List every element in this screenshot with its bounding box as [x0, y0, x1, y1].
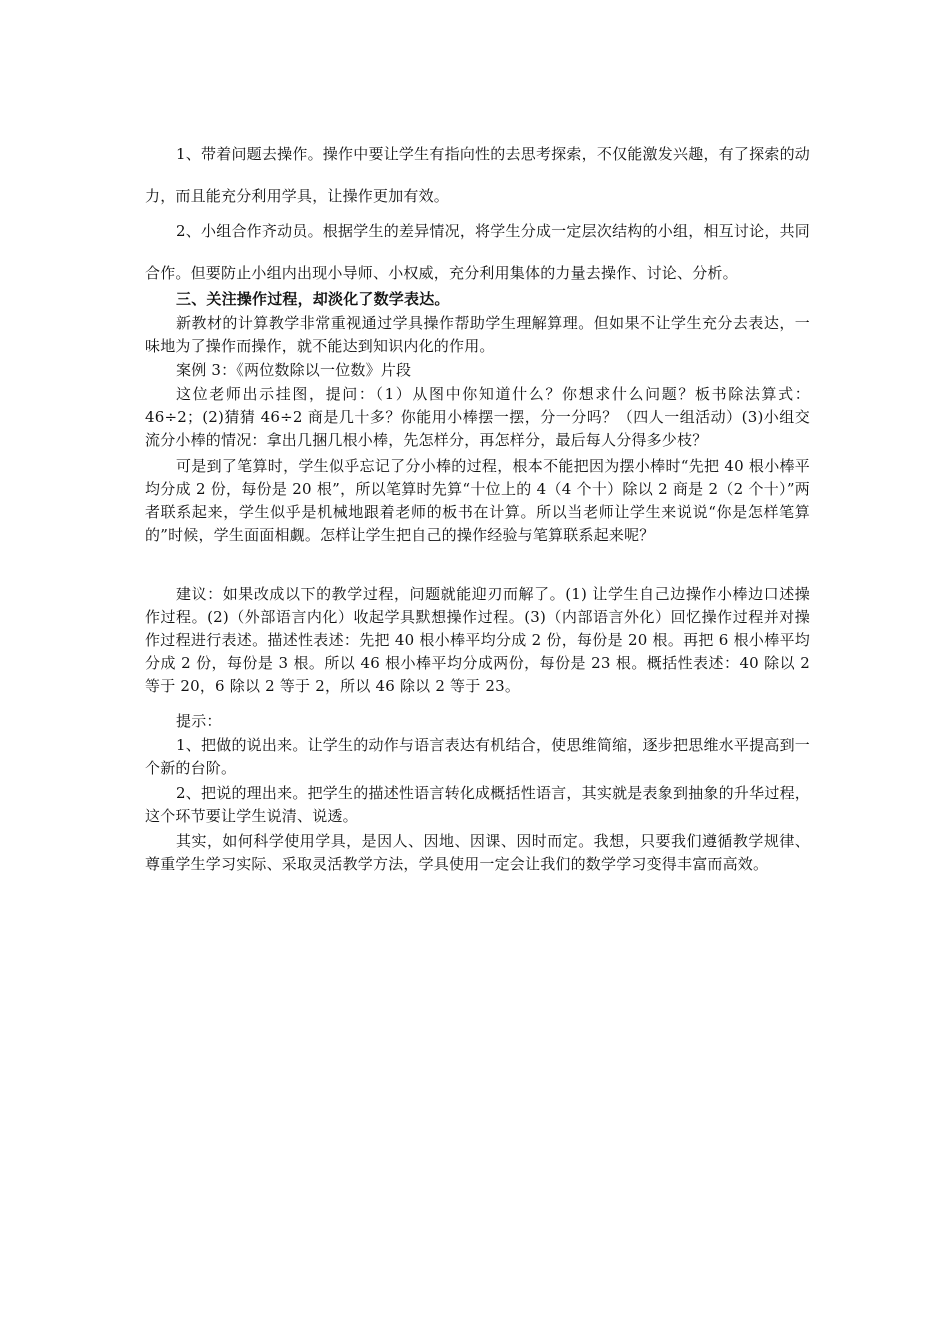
paragraph-case-title: 案例 3：《两位数除以一位数》片段: [176, 361, 412, 379]
paragraph-group-cooperation: 2、小组合作齐动员。根据学生的差异情况，将学生分成一定层次结构的小组，相互讨论，共同合作。但要防止小组内出现小导师、小权威，充分利用集体的力量去操作、讨论、分析。: [145, 222, 810, 282]
paragraph-hint-label: 提示：: [176, 712, 222, 730]
paragraph-teacher-question: 这位老师出示挂图，提问：（1）从图中你知道什么？你想求什么问题？板书除法算式：46÷2；(2)猜猜 46÷2 商是几十多？你能用小棒摆一摆，分一分吗？（四人一组活动）(3)小组交流分小棒的情况：拿出几捆几根小棒，先怎样分，再怎样分，最后每人分得多少枝？: [145, 385, 810, 449]
paragraph-written-calculation: 可是到了笔算时，学生似乎忘记了分小棒的过程，根本不能把因为摆小棒时“先把 40 根小棒平均分成 2 份，每份是 20 根”，所以笔算时先算“十位上的 4（4 个十）除以 2 商是 2（2 个十）”两者联系起来，学生似乎是机械地跟着老师的板书在计算。所以当老师让学生来说说“你是怎样笔算的”时候，学生面面相觑。怎样让学生把自己的操作经验与笔算联系起来呢？: [145, 457, 810, 544]
paragraph-operation-with-questions: 1、带着问题去操作。操作中要让学生有指向性的去思考探索，不仅能激发兴趣，有了探索的动力，而且能充分利用学具，让操作更加有效。: [145, 145, 810, 205]
paragraph-hint-1: 1、把做的说出来。让学生的动作与语言表达有机结合，使思维简缩，逐步把思维水平提高到一个新的台阶。: [145, 736, 810, 777]
paragraph-hint-2: 2、把说的理出来。把学生的描述性语言转化成概括性语言，其实就是表象到抽象的升华过程，这个环节要让学生说清、说透。: [145, 784, 810, 825]
paragraph-new-textbook: 新教材的计算教学非常重视通过学具操作帮助学生理解算理。但如果不让学生充分去表达，一味地为了操作而操作，就不能达到知识内化的作用。: [145, 314, 810, 355]
paragraph-suggestion: 建议：如果改成以下的教学过程，问题就能迎刃而解了。(1) 让学生自己边操作小棒边口述操作过程。(2)（外部语言内化）收起学具默想操作过程。(3)（内部语言外化）回忆操作过程并对操作过程进行表述。描述性表述：先把 40 根小棒平均分成 2 份，每份是 20 根。再把 6 根小棒平均分成 2 份，每份是 3 根。所以 46 根小棒平均分成两份，每份是 23 根。概括性表述：40 除以 2 等于 20，6 除以 2 等于 2，所以 46 除以 2 等于 23。: [145, 585, 810, 695]
paragraph-conclusion: 其实，如何科学使用学具，是因人、因地、因课、因时而定。我想，只要我们遵循教学规律、尊重学生学习实际、采取灵活教学方法，学具使用一定会让我们的数学学习变得丰富而高效。: [145, 832, 810, 873]
section-heading-3: 三、关注操作过程，却淡化了数学表达。: [176, 290, 450, 308]
